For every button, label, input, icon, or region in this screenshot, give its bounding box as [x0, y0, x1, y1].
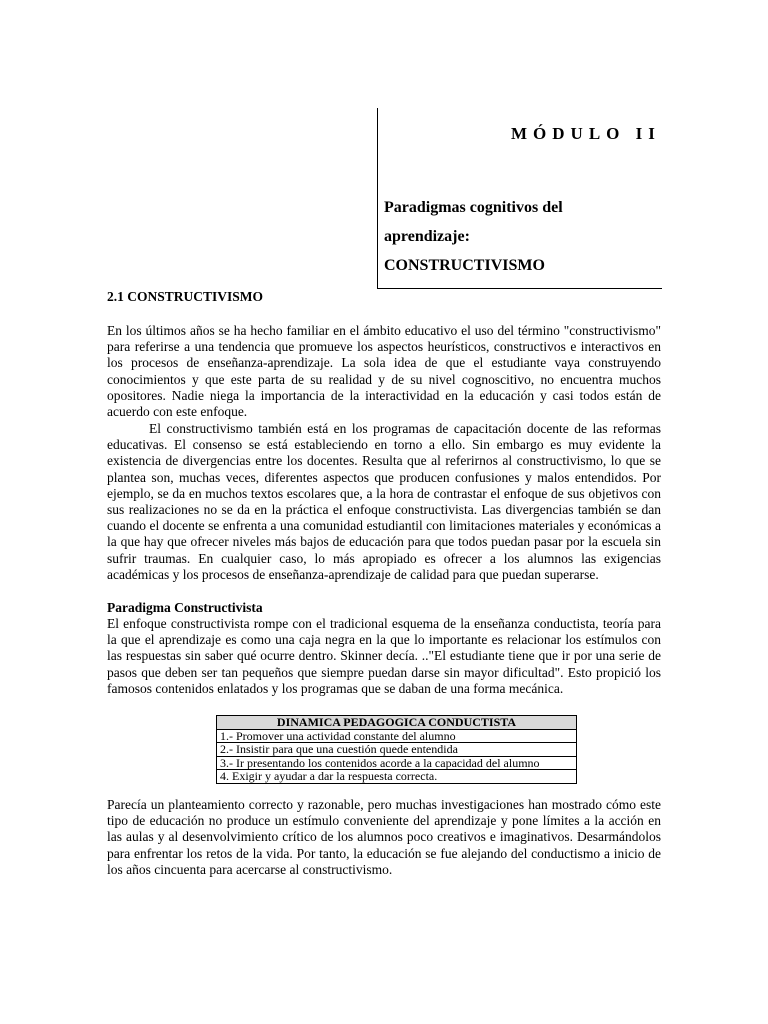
paradigm-heading: Paradigma Constructivista [107, 600, 263, 615]
paragraph-conclusion: Parecía un planteamiento correcto y razonable, pero muchas investigaciones han mostrado cómo este tipo de educación no produce un estímulo conveniente del aprendizaje y pone límites a la acción en las aulas y al desenvolvimiento crítico de los alumnos poco creativos e imaginativos. Desarmándolos para enfrentar los retos de la vida. Por tanto, la educación se fue alejando del conductismo a inicio de los años cincuenta para acercarse al constructivismo. [107, 797, 661, 877]
behaviorist-dynamics-table [216, 715, 577, 784]
table-cell: 4. Exigir y ayudar a dar la respuesta correcta. [217, 770, 577, 784]
subtitle-line-1: Paradigmas cognitivos del [384, 199, 563, 216]
table-row [217, 770, 577, 784]
table-cell: 3.- Ir presentando los contenidos acorde a la capacidad del alumno [217, 756, 577, 770]
module-subtitle [384, 193, 654, 280]
table-row [217, 756, 577, 770]
table-header-row [217, 716, 577, 730]
subtitle-line-2: aprendizaje: [384, 228, 470, 245]
section-heading: 2.1 CONSTRUCTIVISMO [107, 289, 264, 304]
table-row [217, 729, 577, 743]
table-cell: 2.- Insistir para que una cuestión quede entendida [217, 743, 577, 757]
subtitle-line-3: CONSTRUCTIVISMO [384, 257, 545, 274]
table-header: DINAMICA PEDAGOGICA CONDUCTISTA [217, 716, 577, 730]
module-title: MÓDULO II [511, 124, 661, 143]
paragraph-intro: En los últimos años se ha hecho familiar en el ámbito educativo el uso del término "constructivismo" para referirse a una tendencia que promueve los aspectos heurísticos, constructivos e interactivos en los procesos de enseñanza-aprendizaje. La sola idea de que el estudiante vaya construyendo conocimientos y que este parta de su realidad y de su nivel cognoscitivo, no encuentra muchos opositores. Nadie niega la importancia de la interactividad en la educación y casi todos están de acuerdo con este enfoque. [107, 323, 661, 420]
table-cell: 1.- Promover una actividad constante del alumno [217, 729, 577, 743]
paragraph-divergences: El constructivismo también está en los programas de capacitación docente de las reformas educativas. El consenso se está estableciendo en torno a ello. Sin embargo es muy evidente la existencia de divergencias entre los docentes. Resulta que al referirnos al constructivismo, lo que se plantea son, muchas veces, diferentes aspectos que producen confusiones y malos entendidos. Por ejemplo, se da en muchos textos escolares que, a la hora de contrastar el enfoque de sus objetivos con sus realizaciones no se da en la práctica el enfoque constructivista. Las divergencias también se dan cuando el docente se enfrenta a una comunidad estudiantil con limitaciones materiales y económicas a la que hay que ofrecer niveles más bajos de educación para que todos puedan pasar por la escuela sin sufrir traumas. En cualquier caso, lo más apropiado es ofrecer a los alumnos las exigencias académicas y los procesos de enseñanza-aprendizaje de calidad para que puedan superarse. [107, 421, 661, 582]
table-row [217, 743, 577, 757]
paragraph-paradigm: El enfoque constructivista rompe con el tradicional esquema de la enseñanza conductista, teoría para la que el aprendizaje es como una caja negra en la que lo importante es relacionar los estímulos con las respuestas sin saber qué ocurre dentro. Skinner decía. .."El estudiante tiene que ir por una serie de pasos que deben ser tan pequeños que siempre puedan darse sin mayor dificultad". Esto propició los famosos contenidos enlatados y los programas que se daban de una forma mecánica. [107, 616, 661, 696]
